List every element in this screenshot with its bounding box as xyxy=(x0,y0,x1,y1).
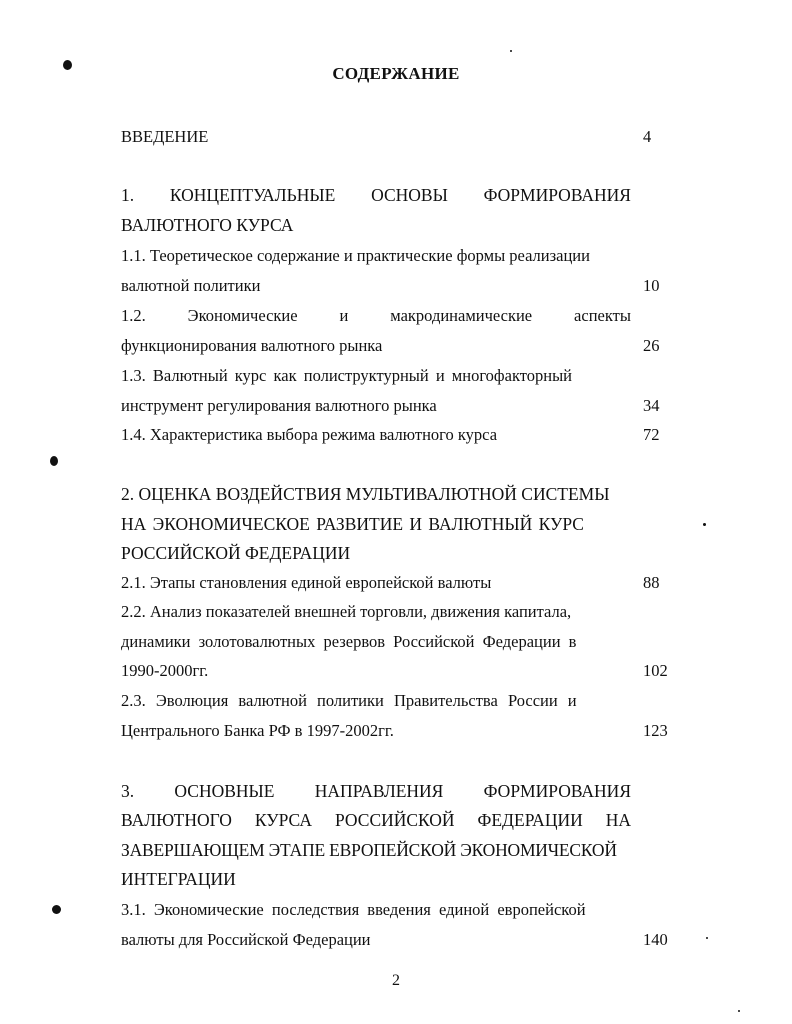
toc-1-1-line1: 1.1. Теоретическое содержание и практические формы реализации xyxy=(121,246,590,265)
toc-2-1-line1: 2.1. Этапы становления единой европейской валюты xyxy=(121,573,492,592)
chapter3-heading-line1 xyxy=(121,781,631,801)
chapter3-word: ФЕДЕРАЦИИ xyxy=(477,810,583,830)
toc-2-2-line2: динамики золотовалютных резервов Российской Федерации в xyxy=(121,632,577,651)
chapter2-heading-line3: РОССИЙСКОЙ ФЕДЕРАЦИИ xyxy=(121,543,351,563)
toc-2-1-page: 88 xyxy=(643,573,660,592)
toc-2-2-page: 102 xyxy=(643,661,668,680)
toc-1-2-page: 26 xyxy=(643,336,660,355)
chapter2-heading-line2: НА ЭКОНОМИЧЕСКОЕ РАЗВИТИЕ И ВАЛЮТНЫЙ КУРС xyxy=(121,514,584,534)
toc-2-2-line3: 1990-2000гг. xyxy=(121,661,209,680)
scan-speck xyxy=(738,1010,740,1012)
scan-speck xyxy=(63,60,72,70)
toc-1-1-line2: валютной политики xyxy=(121,276,261,295)
toc-intro-label: ВВЕДЕНИЕ xyxy=(121,127,209,146)
toc-3-1-page: 140 xyxy=(643,930,668,949)
chapter3-word: ВАЛЮТНОГО xyxy=(121,810,232,830)
toc-2-3-line1: 2.3. Эволюция валютной политики Правительства России и xyxy=(121,691,577,710)
toc-intro-page: 4 xyxy=(643,127,652,146)
toc-1-2-line2: функционирования валютного рынка xyxy=(121,336,383,355)
page-title: СОДЕРЖАНИЕ xyxy=(332,64,460,83)
chapter3-heading-line4: ИНТЕГРАЦИИ xyxy=(121,869,236,889)
chapter3-word: КУРСА xyxy=(254,810,312,830)
scan-speck xyxy=(706,937,708,939)
toc-1-2-word: макродинамические xyxy=(390,306,533,325)
toc-2-3-line2: Центрального Банка РФ в 1997-2002гг. xyxy=(121,721,394,740)
chapter1-word: 1. xyxy=(121,185,135,205)
chapter3-word: ФОРМИРОВАНИЯ xyxy=(483,781,631,801)
chapter3-word: РОССИЙСКОЙ xyxy=(334,810,455,830)
toc-1-1-page: 10 xyxy=(643,276,660,295)
scan-speck xyxy=(52,905,61,914)
chapter1-heading-line2: ВАЛЮТНОГО КУРСА xyxy=(121,215,294,235)
toc-3-1-line1: 3.1. Экономические последствия введения единой европейской xyxy=(121,900,586,919)
toc-1-2-word: и xyxy=(339,306,349,325)
chapter1-heading-line1 xyxy=(121,185,631,205)
toc-1-4-page: 72 xyxy=(643,425,660,444)
scan-speck xyxy=(50,456,58,466)
toc-3-1-line2: валюты для Российской Федерации xyxy=(121,930,371,949)
toc-1-2-word: 1.2. xyxy=(121,306,146,325)
chapter3-heading-line2 xyxy=(121,810,631,830)
toc-1-3-line1: 1.3. Валютный курс как полиструктурный и многофакторный xyxy=(121,366,572,385)
toc-1-3-line2: инструмент регулирования валютного рынка xyxy=(121,396,437,415)
toc-1-3-page: 34 xyxy=(643,396,660,415)
toc-2-3-page: 123 xyxy=(643,721,668,740)
toc-1-2-word: Экономические xyxy=(187,306,298,325)
chapter3-word: ОСНОВНЫЕ xyxy=(174,781,275,801)
chapter3-word: НАПРАВЛЕНИЯ xyxy=(314,781,444,801)
toc-1-2-word: аспекты xyxy=(574,306,631,325)
chapter3-word: 3. xyxy=(121,781,135,801)
chapter2-heading-line1: 2. ОЦЕНКА ВОЗДЕЙСТВИЯ МУЛЬТИВАЛЮТНОЙ СИСТЕМЫ xyxy=(121,484,610,504)
page-number: 2 xyxy=(392,972,400,989)
chapter1-word: ОСНОВЫ xyxy=(371,185,448,205)
chapter3-word: НА xyxy=(605,810,631,830)
scan-speck xyxy=(510,50,512,52)
toc-1-2-line1 xyxy=(121,306,631,326)
chapter1-word: КОНЦЕПТУАЛЬНЫЕ xyxy=(169,185,336,205)
scan-speck xyxy=(703,523,706,526)
chapter3-heading-line3: ЗАВЕРШАЮЩЕМ ЭТАПЕ ЕВРОПЕЙСКОЙ ЭКОНОМИЧЕСКОЙ xyxy=(121,840,617,860)
chapter1-word: ФОРМИРОВАНИЯ xyxy=(483,185,631,205)
toc-1-4-line1: 1.4. Характеристика выбора режима валютного курса xyxy=(121,425,498,444)
toc-2-2-line1: 2.2. Анализ показателей внешней торговли, движения капитала, xyxy=(121,602,572,621)
